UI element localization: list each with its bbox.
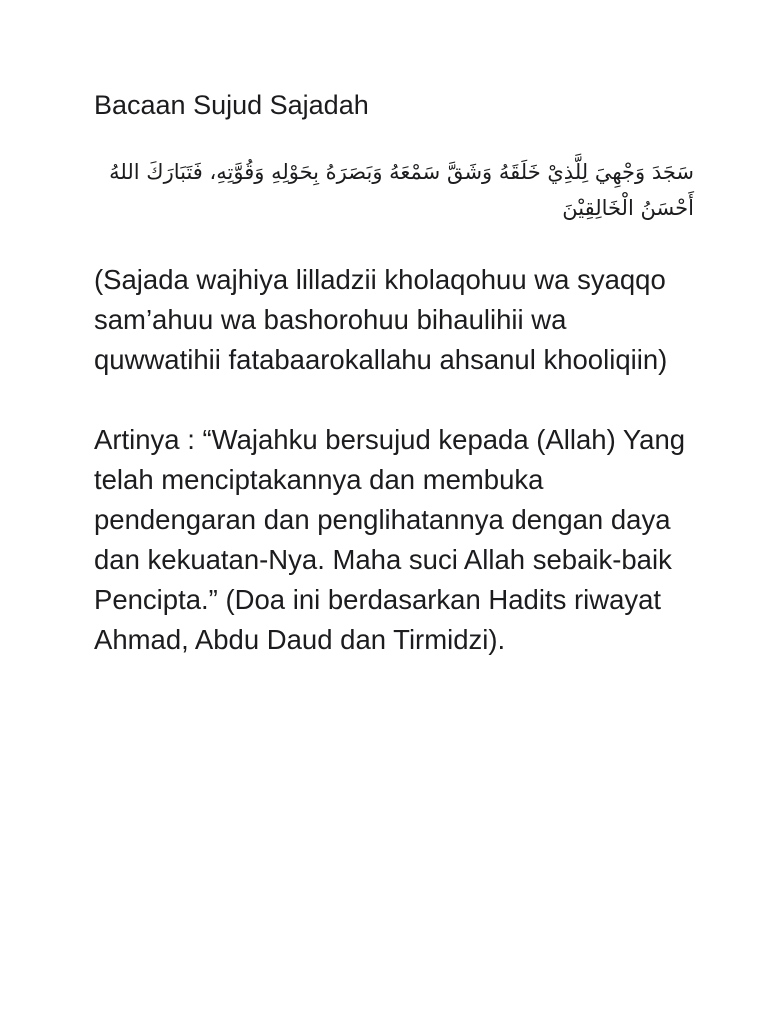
- document-page: [94, 86, 694, 660]
- arabic-prayer-text: سَجَدَ وَجْهِيَ لِلَّذِيْ خَلَقَهُ وَشَقَّ سَمْعَهُ وَبَصَرَهُ بِحَوْلِهِ وَقُوَّتِهِ، فَتَبَارَكَ اللهُ أَحْسَنُ الْخَالِقِيْنَ: [109, 160, 694, 220]
- transliteration-paragraph: (Sajada wajhiya lilladzii kholaqohuu wa syaqqo sam’ahuu wa bashorohuu bihaulihii wa quwwatihii fatabaarokallahu ahsanul khooliqiin): [94, 264, 668, 375]
- translation-paragraph: Artinya : “Wajahku bersujud kepada (Allah) Yang telah menciptakannya dan membuka pendengaran dan penglihatannya dengan daya dan kekuatan-Nya. Maha suci Allah sebaik-baik Pencipta.” (Doa ini berdasarkan Hadits riwayat Ahmad, Abdu Daud dan Tirmidzi).: [94, 424, 686, 655]
- document-title: Bacaan Sujud Sajadah: [94, 90, 369, 120]
